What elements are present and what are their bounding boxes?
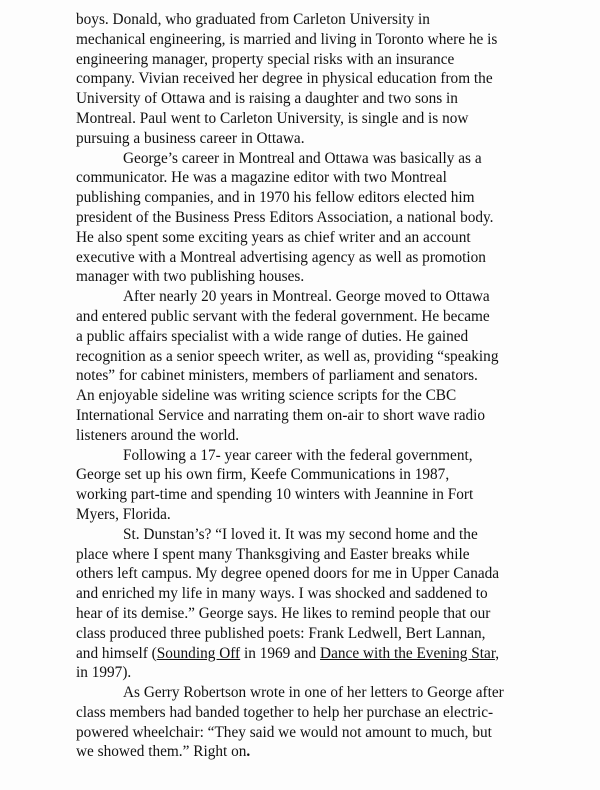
book-title-sounding-off: Sounding Off — [156, 644, 241, 662]
text-fragment: and himself ( — [76, 644, 157, 662]
text-line: Montreal. Paul went to Carleton University, is single and is now — [76, 109, 469, 127]
text-line: listeners around the world. — [76, 426, 240, 444]
paragraph — [76, 683, 586, 762]
final-period: . — [246, 743, 251, 761]
text-line: hear of its demise.” George says. He likes to remind people that our — [76, 604, 491, 622]
text-line: manager with two publishing houses. — [76, 268, 305, 286]
text-line: notes” for cabinet ministers, members of parliament and senators. — [76, 367, 478, 385]
text-line: class produced three published poets: Frank Ledwell, Bert Lannan, — [76, 624, 486, 642]
text-fragment: in 1969 and — [240, 644, 321, 662]
text-line: publishing companies, and in 1970 his fellow editors elected him — [76, 189, 475, 207]
text-fragment: we showed them.” Right on — [76, 743, 247, 761]
text-line: executive with a Montreal advertising agency as well as promotion — [76, 248, 486, 266]
text-line: boys. Donald, who graduated from Carleton University in — [76, 11, 430, 28]
text-line: He also spent some exciting years as chief writer and an account — [76, 228, 471, 246]
text-line: As Gerry Robertson wrote in one of her letters to George after — [123, 684, 504, 702]
text-line: mechanical engineering, is married and living in Toronto where he is — [76, 30, 498, 48]
paragraph — [76, 149, 586, 288]
book-title-dance-with-the-evening-star: Dance with the Evening Star, — [320, 644, 500, 662]
text-line: and entered public servant with the federal government. He became — [76, 307, 490, 325]
text-line: University of Ottawa and is raising a daughter and two sons in — [76, 90, 458, 108]
text-line: George set up his own firm, Keefe Communications in 1987, — [76, 466, 450, 484]
text-line: powered wheelchair: “They said we would not amount to much, but — [76, 723, 492, 741]
text-line: An enjoyable sideline was writing science scripts for the CBC — [76, 387, 457, 405]
document-body — [76, 10, 586, 762]
paragraph — [76, 10, 586, 149]
text-line: International Service and narrating them on-air to short wave radio — [76, 406, 486, 424]
text-line: George’s career in Montreal and Ottawa was basically as a — [123, 149, 482, 167]
text-line: and enriched my life in many ways. I was shocked and saddened to — [76, 585, 488, 603]
text-line: a public affairs specialist with a wide range of duties. He gained — [76, 327, 469, 345]
text-line — [76, 644, 586, 664]
paragraph — [76, 446, 586, 525]
text-line: communicator. He was a magazine editor with two Montreal — [76, 169, 447, 187]
text-line: engineering manager, property special risks with an insurance — [76, 50, 455, 68]
text-line: After nearly 20 years in Montreal. George moved to Ottawa — [123, 288, 490, 306]
text-line — [76, 742, 586, 762]
text-line: place where I spent many Thanksgiving and Easter breaks while — [76, 545, 470, 563]
paragraph — [76, 287, 586, 445]
text-line: Following a 17- year career with the federal government, — [123, 446, 473, 464]
text-line: Myers, Florida. — [76, 505, 171, 523]
text-line: president of the Business Press Editors Association, a national body. — [76, 208, 494, 226]
text-line: St. Dunstan’s? “I loved it. It was my second home and the — [123, 525, 478, 543]
text-line: recognition as a senior speech writer, as well as, providing “speaking — [76, 347, 499, 365]
text-line: working part-time and spending 10 winters with Jeannine in Fort — [76, 486, 474, 504]
text-line: others left campus. My degree opened doors for me in Upper Canada — [76, 565, 500, 583]
paragraph — [76, 525, 586, 683]
text-line: company. Vivian received her degree in physical education from the — [76, 70, 493, 88]
text-line: class members had banded together to help her purchase an electric- — [76, 703, 494, 721]
text-line: pursuing a business career in Ottawa. — [76, 129, 305, 147]
text-line: in 1997). — [76, 664, 132, 682]
